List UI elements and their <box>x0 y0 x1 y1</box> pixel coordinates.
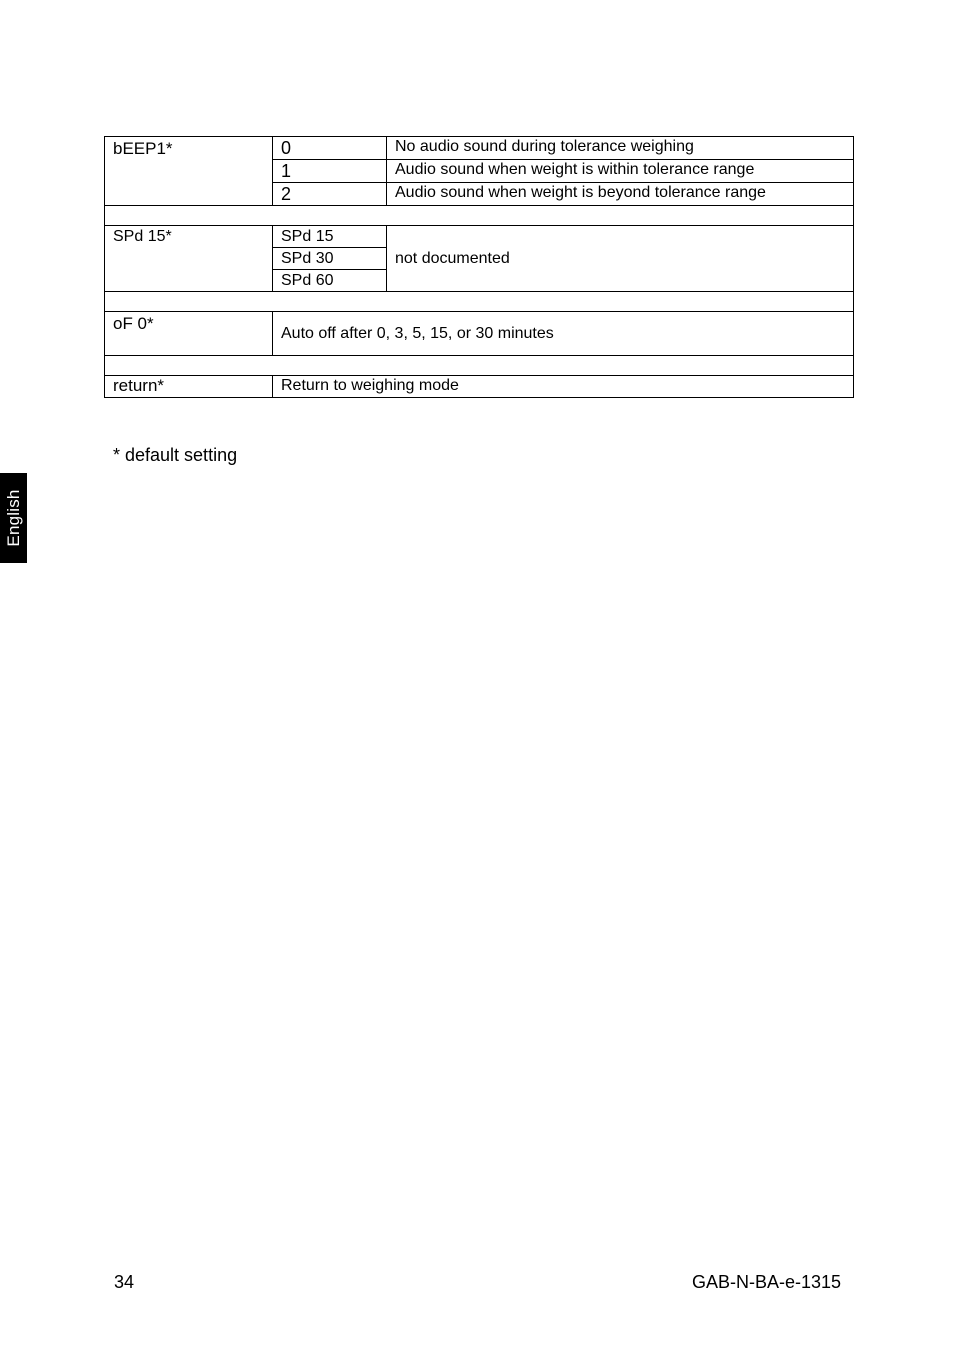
option-value: SPd 30 <box>273 248 387 270</box>
option-value: 1 <box>273 160 387 183</box>
document-code: GAB-N-BA-e-1315 <box>691 1272 841 1292</box>
spacer-row <box>105 292 854 312</box>
option-description: Auto off after 0, 3, 5, 15, or 30 minutes <box>273 312 854 356</box>
table-row <box>105 312 854 356</box>
spacer-row <box>105 356 854 376</box>
footnote-default-setting: * default setting <box>113 445 238 465</box>
page-number: 34 <box>114 1272 135 1292</box>
option-description: Return to weighing mode <box>273 376 854 398</box>
option-value: 0 <box>273 137 387 160</box>
settings-table <box>104 136 854 398</box>
option-description: Audio sound when weight is within tolerance range <box>387 160 854 183</box>
table-row <box>105 137 854 160</box>
spacer-row <box>105 206 854 226</box>
setting-label-autooff: oF 0* <box>105 312 273 356</box>
setting-label-spd: SPd 15* <box>105 226 273 292</box>
setting-label-return: return* <box>105 376 273 398</box>
table-row <box>105 226 854 248</box>
option-value: SPd 15 <box>273 226 387 248</box>
option-value: SPd 60 <box>273 270 387 292</box>
option-value: 2 <box>273 183 387 206</box>
option-description: Audio sound when weight is beyond tolerance range <box>387 183 854 206</box>
table-row <box>105 376 854 398</box>
option-description: No audio sound during tolerance weighing <box>387 137 854 160</box>
option-description: not documented <box>387 226 854 292</box>
language-tab-label: English <box>3 489 23 547</box>
language-side-tab <box>0 473 27 563</box>
setting-label-beep: bEEP1* <box>105 137 273 206</box>
